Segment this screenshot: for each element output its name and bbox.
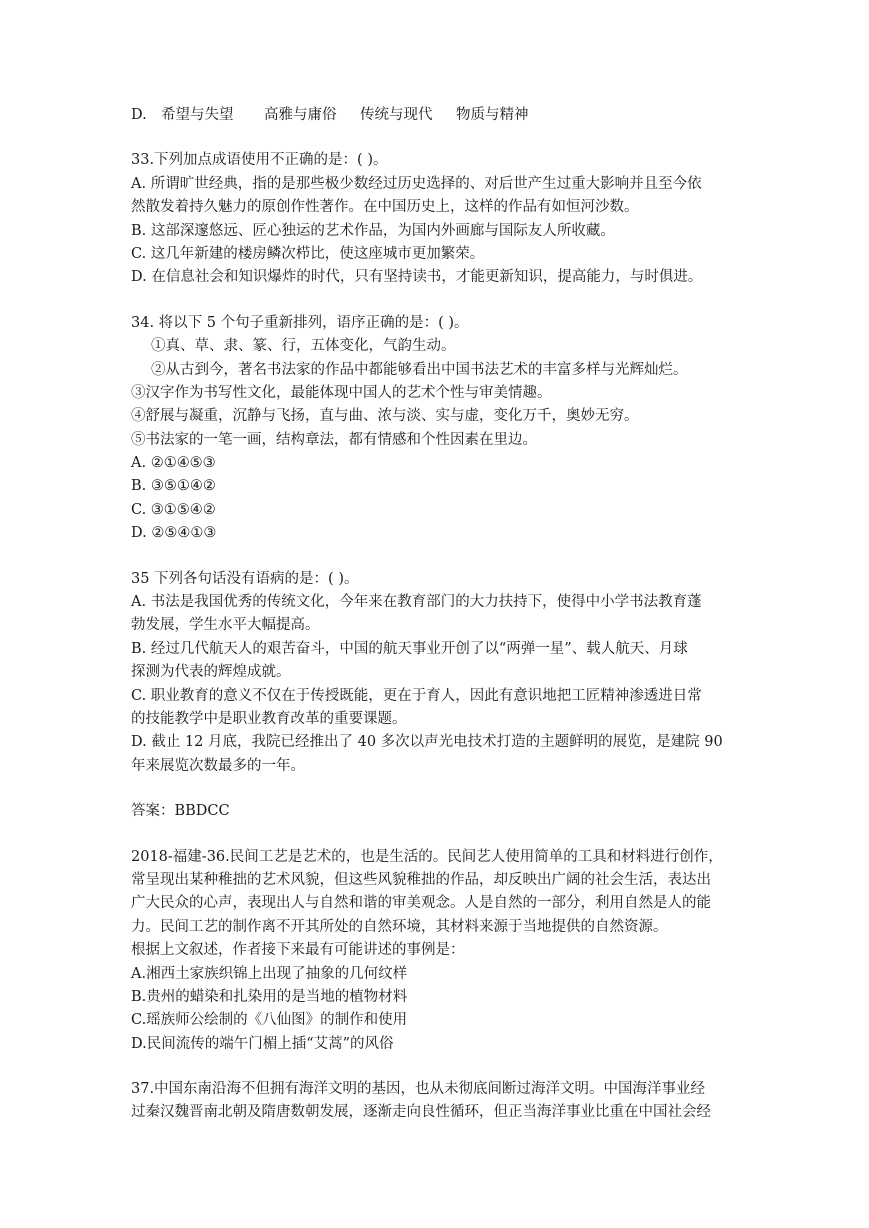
option-item: 高雅与庸俗 — [264, 107, 337, 123]
question-stem: 35 下列各句话没有语病的是：( )。 — [131, 570, 359, 587]
option-a: A. 所谓旷世经典，指的是那些极少数经过历史选择的、对后世产生过重大影响并且至今依 — [131, 175, 702, 192]
passage-line: 2018-福建-36.民间工艺是艺术的，也是生活的。民间艺人使用简单的工具和材料进行创作， — [131, 848, 723, 865]
option-d: D. ②⑤④①③ — [131, 525, 217, 542]
option-b: B.贵州的蜡染和扎染用的是当地的植物材料 — [131, 988, 408, 1005]
question-34 — [131, 312, 743, 546]
passage-line: 力。民间工艺的制作离不开其所处的自然环境，其材料来源于当地提供的自然资源。 — [131, 918, 668, 935]
option-d: D. 在信息社会和知识爆炸的时代，只有坚持读书，才能更新知识，提高能力，与时俱进。 — [131, 269, 703, 286]
sentence-4: ④舒展与凝重，沉静与飞扬，直与曲、浓与淡、实与虚，变化万千，奥妙无穷。 — [131, 408, 639, 425]
question-prompt: 根据上文叙述，作者接下来最有可能讲述的事例是： — [131, 942, 465, 959]
question-37 — [131, 1078, 743, 1125]
passage-line: 37.中国东南沿海不但拥有海洋文明的基因，也从未彻底间断过海洋文明。中国海洋事业经 — [131, 1081, 706, 1098]
sentence-5: ⑤书法家的一笔一画，结构章法，都有情感和个性因素在里边。 — [131, 431, 537, 448]
option-a-continued: 勃发展，学生水平大幅提高。 — [131, 617, 320, 634]
question-36 — [131, 846, 743, 1057]
option-c: C.瑶族师公绘制的《八仙图》的制作和使用 — [131, 1012, 408, 1029]
option-d: D. 截止 12 月底，我院已经推出了 40 多次以声光电技术打造的主题鲜明的展览，是建院 90 — [131, 734, 723, 751]
option-a: A. 书法是我国优秀的传统文化，今年来在教育部门的大力扶持下，使得中小学书法教育蓬 — [131, 594, 702, 611]
option-a: A. ②①④⑤③ — [131, 455, 216, 472]
document-page — [131, 104, 743, 1125]
option-d: D.民间流传的端午门楣上插“艾蒿”的风俗 — [131, 1035, 394, 1052]
option-b: B. ③⑤①④② — [131, 478, 216, 495]
option-b: B. 这部深邃悠远、匠心独运的艺术作品，为国内外画廊与国际友人所收藏。 — [131, 222, 615, 239]
option-item: 希望与失望 — [161, 107, 234, 123]
sentence-2: ②从古到今，著名书法家的作品中都能够看出中国书法艺术的丰富多样与光辉灿烂。 — [151, 361, 688, 378]
option-c-continued: 的技能教学中是职业教育改革的重要课题。 — [131, 710, 407, 727]
sentence-3: ③汉字作为书写性文化，最能体现中国人的艺术个性与审美情趣。 — [131, 384, 552, 401]
option-c: C. 职业教育的意义不仅在于传授既能，更在于育人，因此有意识地把工匠精神渗透进日常 — [131, 687, 702, 704]
passage-line: 常呈现出某种稚拙的艺术风貌，但这些风貌稚拙的作品，却反映出广阔的社会生活，表达出 — [131, 871, 711, 888]
option-a-continued: 然散发着持久魅力的原创作性著作。在中国历史上，这样的作品有如恒河沙数。 — [131, 199, 639, 216]
option-c: C. ③①⑤④② — [131, 501, 216, 518]
option-letter: D. — [131, 107, 147, 123]
sentence-1: ①真、草、隶、篆、行，五体变化，气韵生动。 — [151, 338, 456, 355]
q32-option-d — [131, 104, 743, 127]
option-d-continued: 年来展览次数最多的一年。 — [131, 757, 305, 774]
option-item: 物质与精神 — [456, 107, 529, 123]
option-a: A.湘西土家族织锦上出现了抽象的几何纹样 — [131, 965, 408, 982]
question-33 — [131, 149, 743, 289]
option-b: B. 经过几代航天人的艰苦奋斗，中国的航天事业开创了以“两弹一星”、载人航天、月球 — [131, 640, 688, 657]
option-item: 传统与现代 — [360, 107, 433, 123]
question-stem: 34. 将以下 5 个句子重新排列，语序正确的是：( )。 — [131, 314, 469, 331]
answer-key: 答案：BBDCC — [131, 803, 230, 820]
passage-line: 广大民众的心声，表现出人与自然和谐的审美观念。人是自然的一部分，利用自然是人的能 — [131, 895, 711, 912]
option-c: C. 这几年新建的楼房鳞次栉比，使这座城市更加繁荣。 — [131, 245, 485, 262]
question-35 — [131, 568, 743, 779]
option-b-continued: 探测为代表的辉煌成就。 — [131, 664, 291, 681]
question-stem: 33.下列加点成语使用不正确的是：( )。 — [131, 152, 388, 169]
passage-line: 过秦汉魏晋南北朝及隋唐数朝发展，逐渐走向良性循环，但正当海洋事业比重在中国社会经 — [131, 1104, 711, 1121]
